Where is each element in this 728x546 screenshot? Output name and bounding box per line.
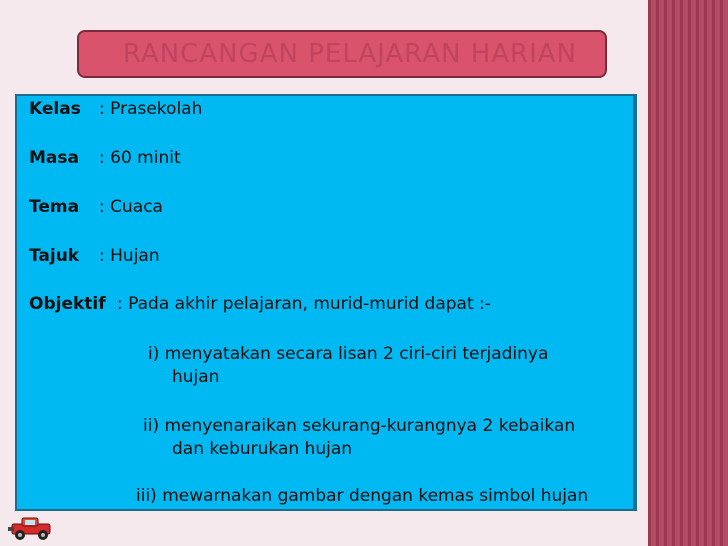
field-value: : Hujan	[99, 246, 160, 266]
decorative-stripes	[648, 0, 728, 546]
field-tema	[29, 197, 79, 217]
objective-item-cont: dan keburukan hujan	[172, 439, 353, 459]
title-banner	[77, 30, 607, 78]
field-label: Tajuk	[29, 246, 80, 266]
field-label: Objektif	[29, 294, 106, 314]
red-car-icon	[6, 515, 56, 541]
field-tajuk	[29, 246, 79, 266]
field-value: : Prasekolah	[99, 99, 203, 119]
field-value: : Cuaca	[99, 197, 163, 217]
field-label: Masa	[29, 148, 79, 168]
panel-edge	[633, 96, 637, 509]
field-label: Tema	[29, 197, 80, 217]
field-label: Kelas	[29, 99, 81, 119]
field-value: : Pada akhir pelajaran, murid-murid dapat :-	[117, 294, 491, 314]
field-kelas	[29, 99, 81, 119]
objective-item: iii) mewarnakan gambar dengan kemas simbol hujan	[136, 486, 589, 506]
objective-item: ii) menyenaraikan sekurang-kurangnya 2 kebaikan	[143, 416, 576, 436]
objective-item-cont: hujan	[172, 367, 220, 387]
page-title: RANCANGAN PELAJARAN HARIAN	[122, 39, 577, 69]
field-value: : 60 minit	[99, 148, 181, 168]
field-objektif	[29, 294, 106, 314]
lesson-plan-panel	[15, 94, 637, 511]
objective-item: i) menyatakan secara lisan 2 ciri-ciri terjadinya	[148, 344, 549, 364]
field-masa	[29, 148, 79, 168]
